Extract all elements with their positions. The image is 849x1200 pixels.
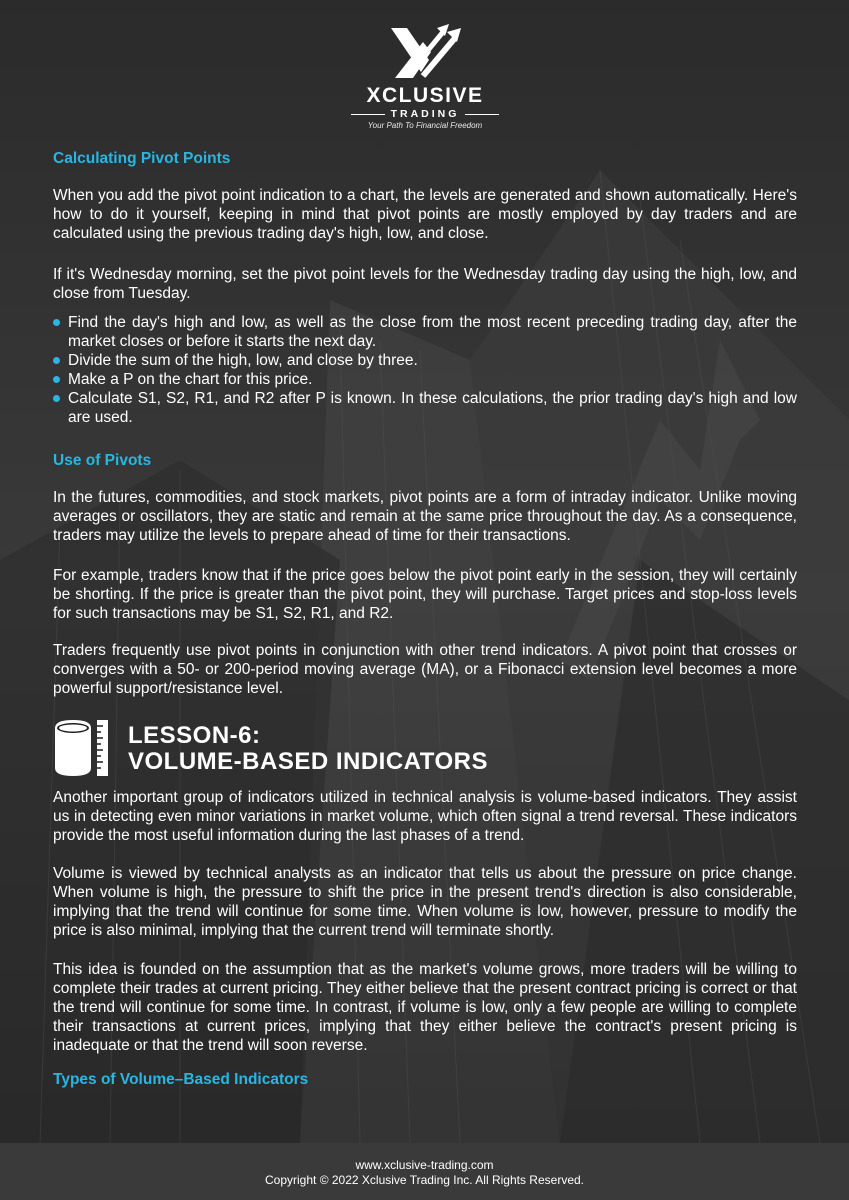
- list-item: Find the day's high and low, as well as the close from the most recent preceding trading day, after the market closes or before it starts the next day.: [53, 313, 797, 351]
- lesson-title: [128, 723, 488, 775]
- bullet-icon: [53, 357, 60, 364]
- paragraph: This idea is founded on the assumption that as the market's volume grows, more traders will be willing to complete their trades at current pricing. They either believe that the present contract pricing is correct or that the trend will continue for some time. In contrast, if volume is low, only a few people are willing to complete their transactions at current prices, implying that they either believe the contract's present pricing is inadequate or that the trend will soon reverse.: [53, 961, 797, 1054]
- brand-sub-text: TRADING: [390, 108, 460, 120]
- section-title-calculating-pivot-points: Calculating Pivot Points: [53, 150, 231, 167]
- footer-website-link[interactable]: www.xclusive-trading.com: [355, 1158, 494, 1172]
- brand-name: XCLUSIVE: [366, 84, 484, 107]
- lesson-number: LESSON-6:: [128, 722, 261, 749]
- paragraph: If it's Wednesday morning, set the pivot point levels for the Wednesday trading day using the high, low, and close from Tuesday.: [53, 266, 797, 302]
- lesson-name: VOLUME-BASED INDICATORS: [128, 748, 488, 775]
- list-item: Calculate S1, S2, R1, and R2 after P is known. In these calculations, the prior trading day's high and low are used.: [53, 389, 797, 427]
- volume-cylinder-icon: [53, 718, 111, 778]
- paragraph: In the futures, commodities, and stock markets, pivot points are a form of intraday indicator. Unlike moving averages or oscillators, they are static and remain at the same price throughout the day. As a consequence, traders may utilize the levels to prepare ahead of time for their transactions.: [53, 489, 797, 544]
- paragraph: Traders frequently use pivot points in conjunction with other trend indicators. A pivot point that crosses or converges with a 50- or 200-period moving average (MA), or a Fibonacci extension level becomes a more powerful support/resistance level.: [53, 642, 797, 697]
- footer-copyright: Copyright © 2022 Xclusive Trading Inc. All Rights Reserved.: [265, 1173, 584, 1187]
- bullet-icon: [53, 376, 60, 383]
- paragraph: Another important group of indicators utilized in technical analysis is volume-based indicators. They assist us in detecting even minor variations in market volume, which often signal a trend reversal. These indicators provide the most useful information during the last phases of a trend.: [53, 789, 797, 844]
- lesson-heading: [53, 718, 653, 778]
- paragraph: Volume is viewed by technical analysts as an indicator that tells us about the pressure on price change. When volume is high, the pressure to shift the price in the present trend's direction is also considerable, implying that the trend will continue for some time. When volume is low, however, pressure to modify the price is also minimal, implying that the current trend will terminate shortly.: [53, 865, 797, 939]
- brand-logo: [340, 22, 510, 134]
- bullet-icon: [53, 319, 60, 326]
- bullet-icon: [53, 395, 60, 402]
- list-item: Divide the sum of the high, low, and close by three.: [53, 351, 797, 370]
- paragraph: For example, traders know that if the price goes below the pivot point early in the session, they will certainly be shorting. If the price is greater than the pivot point, they will purchase. Target prices and stop-loss levels for such transactions may be S1, S2, R1, and R2.: [53, 567, 797, 622]
- paragraph: When you add the pivot point indication to a chart, the levels are generated and shown automatically. Here's how to do it yourself, keeping in mind that pivot points are mostly employed by day traders and are calculated using the previous trading day's high, low, and close.: [53, 187, 797, 242]
- page-footer: [0, 1143, 849, 1200]
- section-title-use-of-pivots: Use of Pivots: [53, 452, 152, 469]
- brand-sub: [340, 108, 510, 120]
- section-title-types-of-volume-indicators: Types of Volume–Based Indicators: [53, 1071, 309, 1088]
- brand-tagline: Your Path To Financial Freedom: [367, 121, 483, 130]
- list-item: Make a P on the chart for this price.: [53, 370, 797, 389]
- xclusive-arrows-icon: [385, 22, 465, 82]
- bullet-list: [53, 313, 797, 427]
